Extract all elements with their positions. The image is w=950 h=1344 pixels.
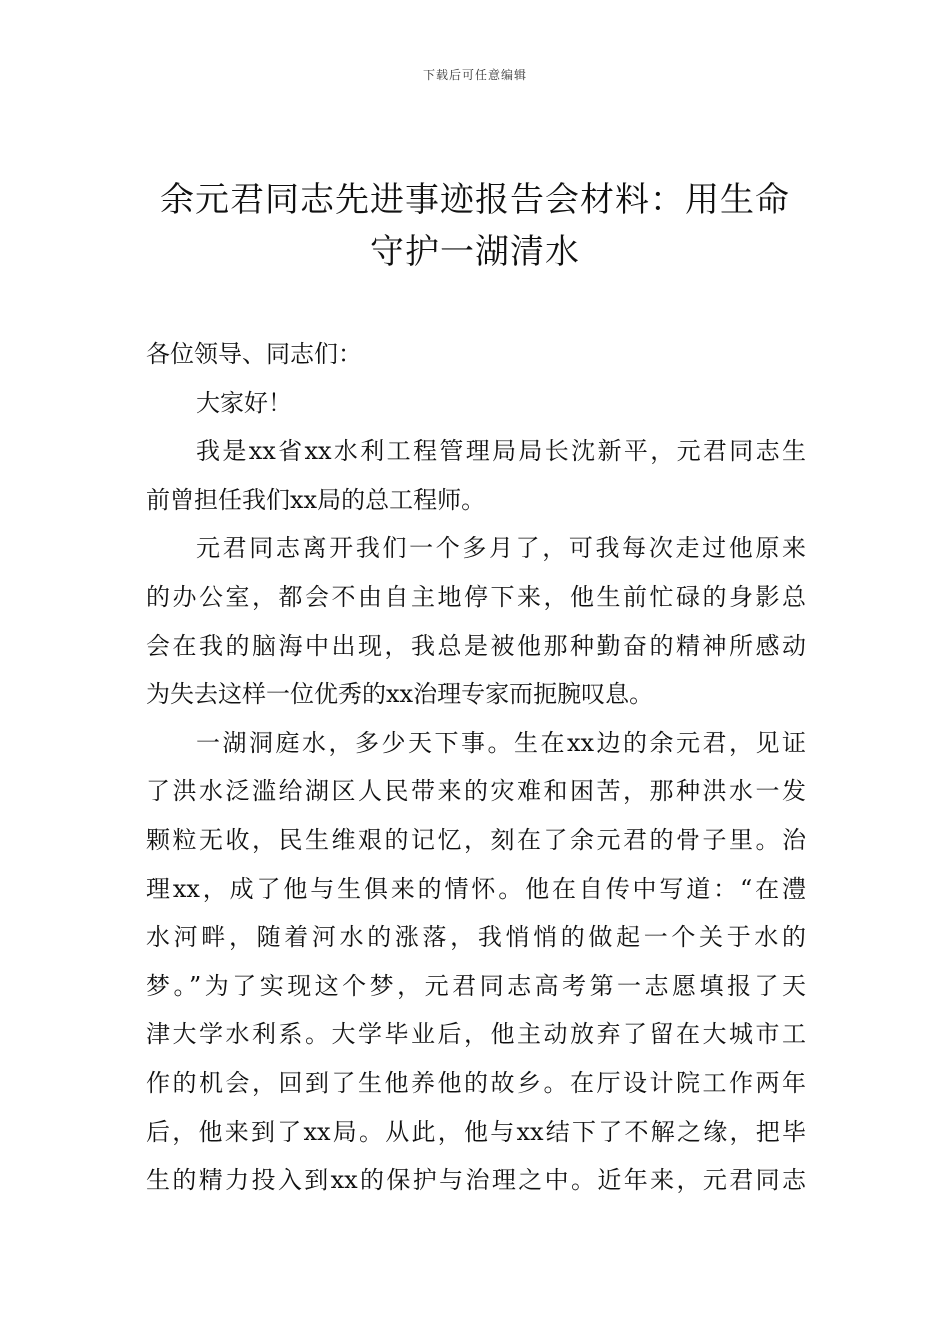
paragraph-1-line: 前曾担任我们xx局的总工程师。	[146, 485, 486, 514]
paragraph-2-line: 的办公室，都会不由自主地停下来，他生前忙碌的身影总	[146, 582, 806, 611]
paragraph-3-line: 颗粒无收，民生维艰的记忆，刻在了余元君的骨子里。治	[146, 825, 806, 854]
document-body	[146, 330, 806, 1205]
title-line-1: 余元君同志先进事迹报告会材料：用生命	[160, 180, 790, 220]
paragraph-3-line: 理xx，成了他与生俱来的情怀。他在自传中写道：“在澧	[146, 874, 806, 903]
paragraph-3-line: 梦。”为了实现这个梦，元君同志高考第一志愿填报了天	[146, 971, 806, 1000]
paragraph-2-line: 会在我的脑海中出现，我总是被他那种勤奋的精神所感动	[146, 631, 806, 660]
salutation: 各位领导、同志们：	[146, 340, 362, 368]
paragraph-2-line: 为失去这样一位优秀的xx治理专家而扼腕叹息。	[146, 680, 654, 709]
paragraph-2-line: 元君同志离开我们一个多月了，可我每次走过他原来	[196, 534, 806, 563]
title-line-2: 守护一湖清水	[370, 232, 580, 272]
header-note: 下载后可任意编辑	[422, 68, 527, 82]
paragraph-1-line: 我是xx省xx水利工程管理局局长沈新平，元君同志生	[196, 437, 806, 466]
paragraph-3-line: 作的机会，回到了生他养他的故乡。在厅设计院工作两年	[146, 1068, 806, 1097]
greeting: 大家好！	[196, 388, 292, 417]
paragraph-3-line: 一湖洞庭水，多少天下事。生在xx边的余元君，见证	[196, 728, 806, 757]
document-title	[120, 174, 830, 278]
paragraph-3-line: 后，他来到了xx局。从此，他与xx结下了不解之缘，把毕	[146, 1117, 806, 1146]
paragraph-3-line: 津大学水利系。大学毕业后，他主动放弃了留在大城市工	[146, 1020, 806, 1049]
paragraph-3-line: 了洪水泛滥给湖区人民带来的灾难和困苦，那种洪水一发	[146, 777, 806, 806]
paragraph-3-line: 生的精力投入到xx的保护与治理之中。近年来，元君同志	[146, 1166, 806, 1195]
paragraph-3-line: 水河畔，随着河水的涨落，我悄悄的做起一个关于水的	[146, 923, 806, 952]
